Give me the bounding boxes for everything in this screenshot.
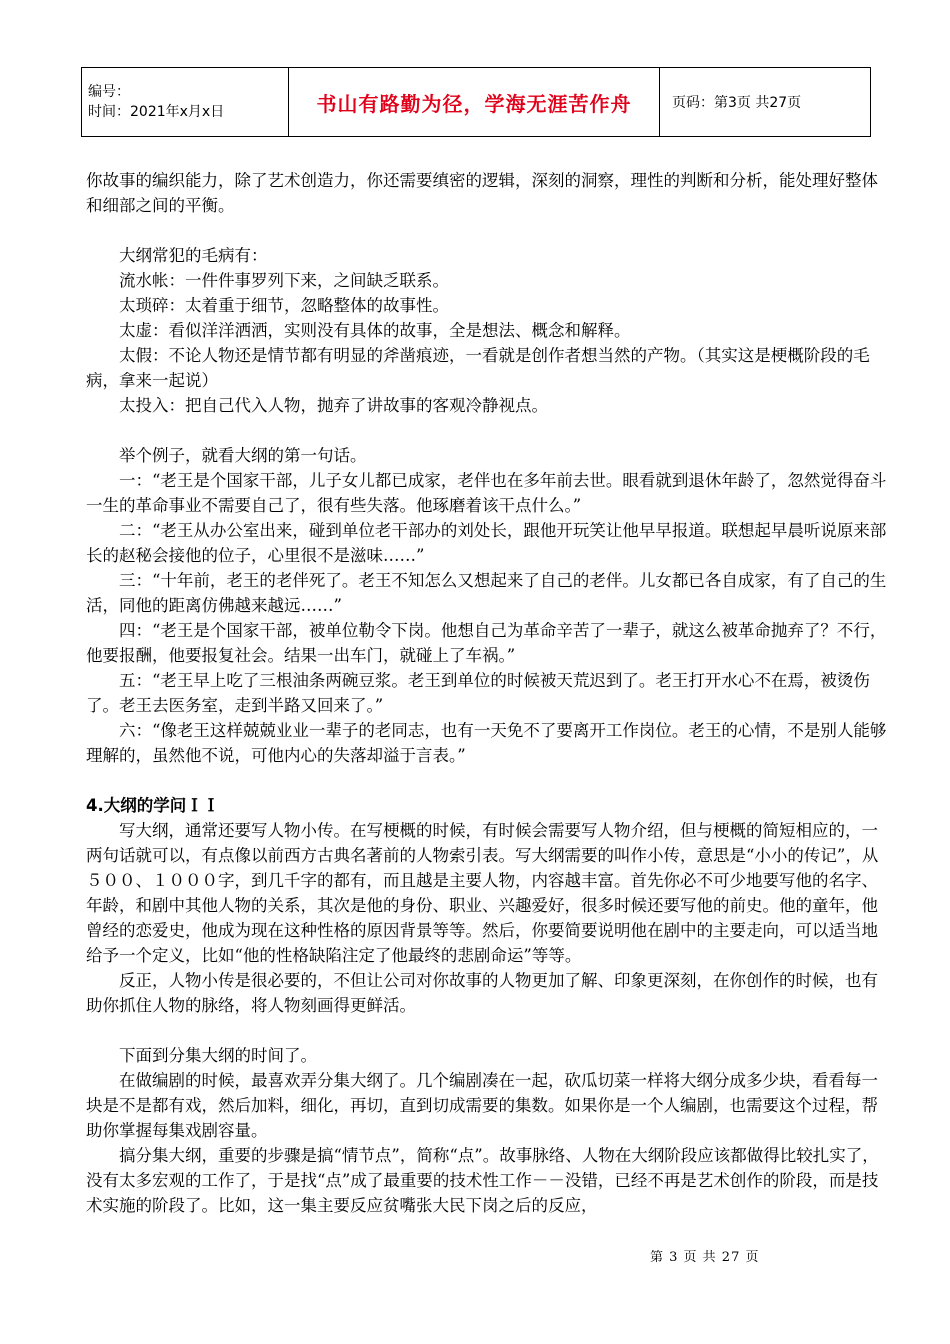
paragraph: 六：“像老王这样兢兢业业一辈子的老同志，也有一天免不了要离开工作岗位。老王的心情，不是别人能够理解的，虽然他不说，可他内心的失落却溢于言表。” [86, 721, 887, 765]
header-motto: 书山有路勤为径，学海无涯苦作舟 [289, 68, 660, 137]
paragraph: 在做编剧的时候，最喜欢弄分集大纲了。几个编剧凑在一起，砍瓜切菜一样将大纲分成多少块，看看每一块是不是都有戏，然后加料，细化，再切，直到切成需要的集数。如果你是一个人编剧，也需要这个过程，帮助你掌握每集戏剧容量。 [86, 1071, 878, 1140]
paragraph: 太琐碎：太着重于细节，忽略整体的故事性。 [119, 296, 449, 315]
paragraph: 搞分集大纲，重要的步骤是搞“情节点”，简称“点”。故事脉络、人物在大纲阶段应该都做得比较扎实了，没有太多宏观的工作了，于是找“点”成了最重要的技术性工作－－没错，已经不再是艺术创作的阶段，而是技术实施的阶段了。比如，这一集主要反应贫嘴张大民下岗之后的反应， [86, 1146, 879, 1215]
paragraph: 太虚：看似洋洋洒洒，实则没有具体的故事，全是想法、概念和解释。 [119, 321, 631, 340]
header-page-label: 页码：第3页 共27页 [660, 68, 871, 137]
document-date-label: 时间：2021年x月x日 [88, 104, 225, 120]
document-number-label: 编号： [88, 84, 130, 100]
page-header [81, 67, 871, 137]
paragraph: 一：“老王是个国家干部，儿子女儿都已成家，老伴也在多年前去世。眼看就到退休年龄了，忽然觉得奋斗一生的革命事业不需要自己了，很有些失落。他琢磨着该干点什么。” [86, 471, 887, 515]
header-meta [82, 68, 289, 137]
paragraph: 流水帐：一件件事罗列下来，之间缺乏联系。 [119, 271, 449, 290]
page-footer: 第 3 页 共 27 页 [650, 1250, 760, 1265]
paragraph: 举个例子，就看大纲的第一句话。 [119, 446, 367, 465]
paragraph: 下面到分集大纲的时间了。 [119, 1046, 317, 1065]
paragraph: 二：“老王从办公室出来，碰到单位老干部办的刘处长，跟他开玩笑让他早早报道。联想起早晨听说原来部长的赵秘会接他的位子，心里很不是滋味……” [86, 521, 887, 565]
paragraph: 三：“十年前，老王的老伴死了。老王不知怎么又想起来了自己的老伴。儿女都已各自成家，有了自己的生活，同他的距离仿佛越来越远……” [86, 571, 887, 615]
section-heading: 4.大纲的学问ＩＩ [86, 796, 220, 815]
paragraph: 太投入：把自己代入人物，抛弃了讲故事的客观冷静视点。 [119, 396, 548, 415]
paragraph: 反正，人物小传是很必要的，不但让公司对你故事的人物更加了解、印象更深刻，在你创作的时候，也有助你抓住人物的脉络，将人物刻画得更鲜活。 [86, 971, 878, 1015]
paragraph: 大纲常犯的毛病有： [119, 246, 268, 265]
paragraph: 四：“老王是个国家干部，被单位勒令下岗。他想自己为革命辛苦了一辈子，就这么被革命抛弃了？不行，他要报酬，他要报复社会。结果一出车门，就碰上了车祸。” [86, 621, 887, 665]
paragraph: 五：“老王早上吃了三根油条两碗豆浆。老王到单位的时候被天荒迟到了。老王打开水心不在焉，被烫伤了。老王去医务室，走到半路又回来了。” [86, 671, 870, 715]
document-body [86, 168, 892, 1218]
paragraph: 太假：不论人物还是情节都有明显的斧凿痕迹，一看就是创作者想当然的产物。（其实这是梗概阶段的毛病，拿来一起说） [86, 346, 870, 390]
paragraph: 写大纲，通常还要写人物小传。在写梗概的时候，有时候会需要写人物介绍，但与梗概的简短相应的，一两句话就可以，有点像以前西方古典名著前的人物索引表。写大纲需要的叫作小传，意思是“小小的传记”，从５００、１０００字，到几千字的都有，而且越是主要人物，内容越丰富。首先你必不可少地要写他的名字、年龄，和剧中其他人物的关系，其次是他的身份、职业、兴趣爱好，很多时候还要写他的前史。他的童年，他曾经的恋爱史，他成为现在这种性格的原因背景等等。然后，你要简要说明他在剧中的主要走向，可以适当地给予一个定义，比如“他的性格缺陷注定了他最终的悲剧命运”等等。 [86, 821, 879, 965]
paragraph: 你故事的编织能力，除了艺术创造力，你还需要缜密的逻辑，深刻的洞察，理性的判断和分析，能处理好整体和细部之间的平衡。 [86, 171, 878, 215]
